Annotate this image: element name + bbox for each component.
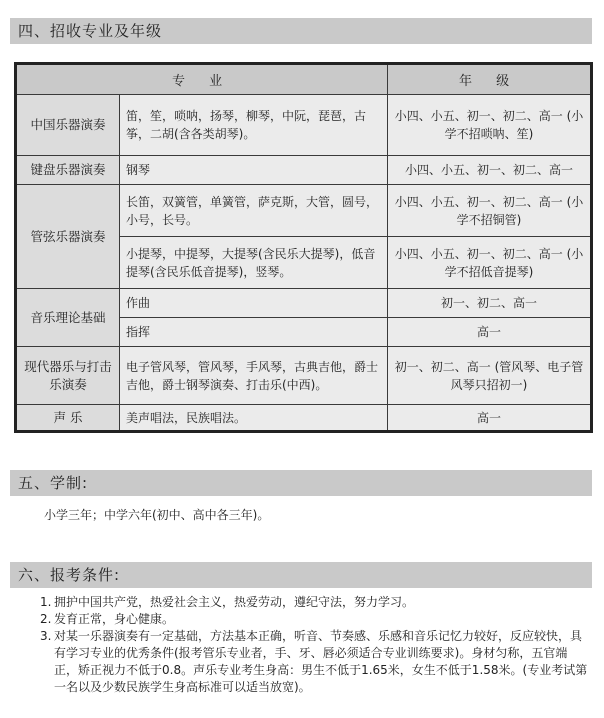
section-5-heading: 五、学制:	[10, 470, 592, 496]
programs-table	[14, 62, 593, 433]
instruments-cell: 钢琴	[120, 156, 388, 185]
table-row	[16, 95, 592, 156]
table-row	[16, 289, 592, 318]
item-number: 3.	[40, 629, 52, 643]
instruments-cell: 笛，笙，唢呐，扬琴，柳琴，中阮，琵琶，古筝，二胡(含各类胡琴)。	[120, 95, 388, 156]
item-number: 1.	[40, 595, 52, 609]
instruments-cell: 小提琴，中提琴，大提琴(含民乐大提琴)，低音提琴(含民乐低音提琴)，竖琴。	[120, 237, 388, 289]
category-cell: 声 乐	[16, 405, 120, 432]
grade-cell: 高一	[388, 318, 592, 347]
instruments-cell: 作曲	[120, 289, 388, 318]
header-grade: 年 级	[388, 64, 592, 95]
grade-cell: 小四、小五、初一、初二、高一 (小学不招低音提琴)	[388, 237, 592, 289]
grade-cell: 初一、初二、高一	[388, 289, 592, 318]
table-row	[16, 347, 592, 405]
table-row	[16, 185, 592, 237]
list-item	[40, 628, 588, 696]
category-cell: 中国乐器演奏	[16, 95, 120, 156]
section-6-heading: 六、报考条件:	[10, 562, 592, 588]
category-cell: 音乐理论基础	[16, 289, 120, 347]
list-item	[40, 611, 588, 628]
category-cell: 管弦乐器演奏	[16, 185, 120, 289]
item-text: 对某一乐器演奏有一定基础，方法基本正确，听音、节奏感、乐感和音乐记忆力较好，反应较快，具有学习专业的优秀条件(报考管乐专业者，手、牙、唇必须适合专业训练要求)。身材匀称，五官端正，矫正视力不低于0.8。声乐专业考生身高：男生不低于1.65米，女生不低于1.58米。(专业考试第一名以及少数民族学生身高标准可以适当放宽)。	[54, 629, 588, 694]
grade-cell: 初一、初二、高一 (管风琴、电子管风琴只招初一)	[388, 347, 592, 405]
instruments-cell: 电子管风琴，管风琴，手风琴，古典吉他，爵士吉他，爵士钢琴演奏、打击乐(中西)。	[120, 347, 388, 405]
school-length-text: 小学三年；中学六年(初中、高中各三年)。	[44, 508, 270, 522]
table-row	[16, 156, 592, 185]
grade-cell: 小四、小五、初一、初二、高一 (小学不招铜管)	[388, 185, 592, 237]
instruments-cell: 美声唱法，民族唱法。	[120, 405, 388, 432]
grade-cell: 小四、小五、初一、初二、高一	[388, 156, 592, 185]
table-row	[16, 405, 592, 432]
conditions-list	[40, 594, 588, 696]
instruments-cell: 指挥	[120, 318, 388, 347]
item-number: 2.	[40, 612, 52, 626]
instruments-cell: 长笛，双簧管，单簧管，萨克斯，大管，圆号，小号，长号。	[120, 185, 388, 237]
category-cell: 键盘乐器演奏	[16, 156, 120, 185]
grade-cell: 高一	[388, 405, 592, 432]
table-header-row	[16, 64, 592, 95]
section-4-heading: 四、招收专业及年级	[10, 18, 592, 44]
header-major: 专 业	[16, 64, 388, 95]
grade-cell: 小四、小五、初一、初二、高一 (小学不招唢呐、笙)	[388, 95, 592, 156]
list-item	[40, 594, 588, 611]
item-text: 发育正常，身心健康。	[54, 612, 175, 626]
category-cell: 现代器乐与打击乐演奏	[16, 347, 120, 405]
item-text: 拥护中国共产党，热爱社会主义，热爱劳动，遵纪守法，努力学习。	[54, 595, 415, 609]
